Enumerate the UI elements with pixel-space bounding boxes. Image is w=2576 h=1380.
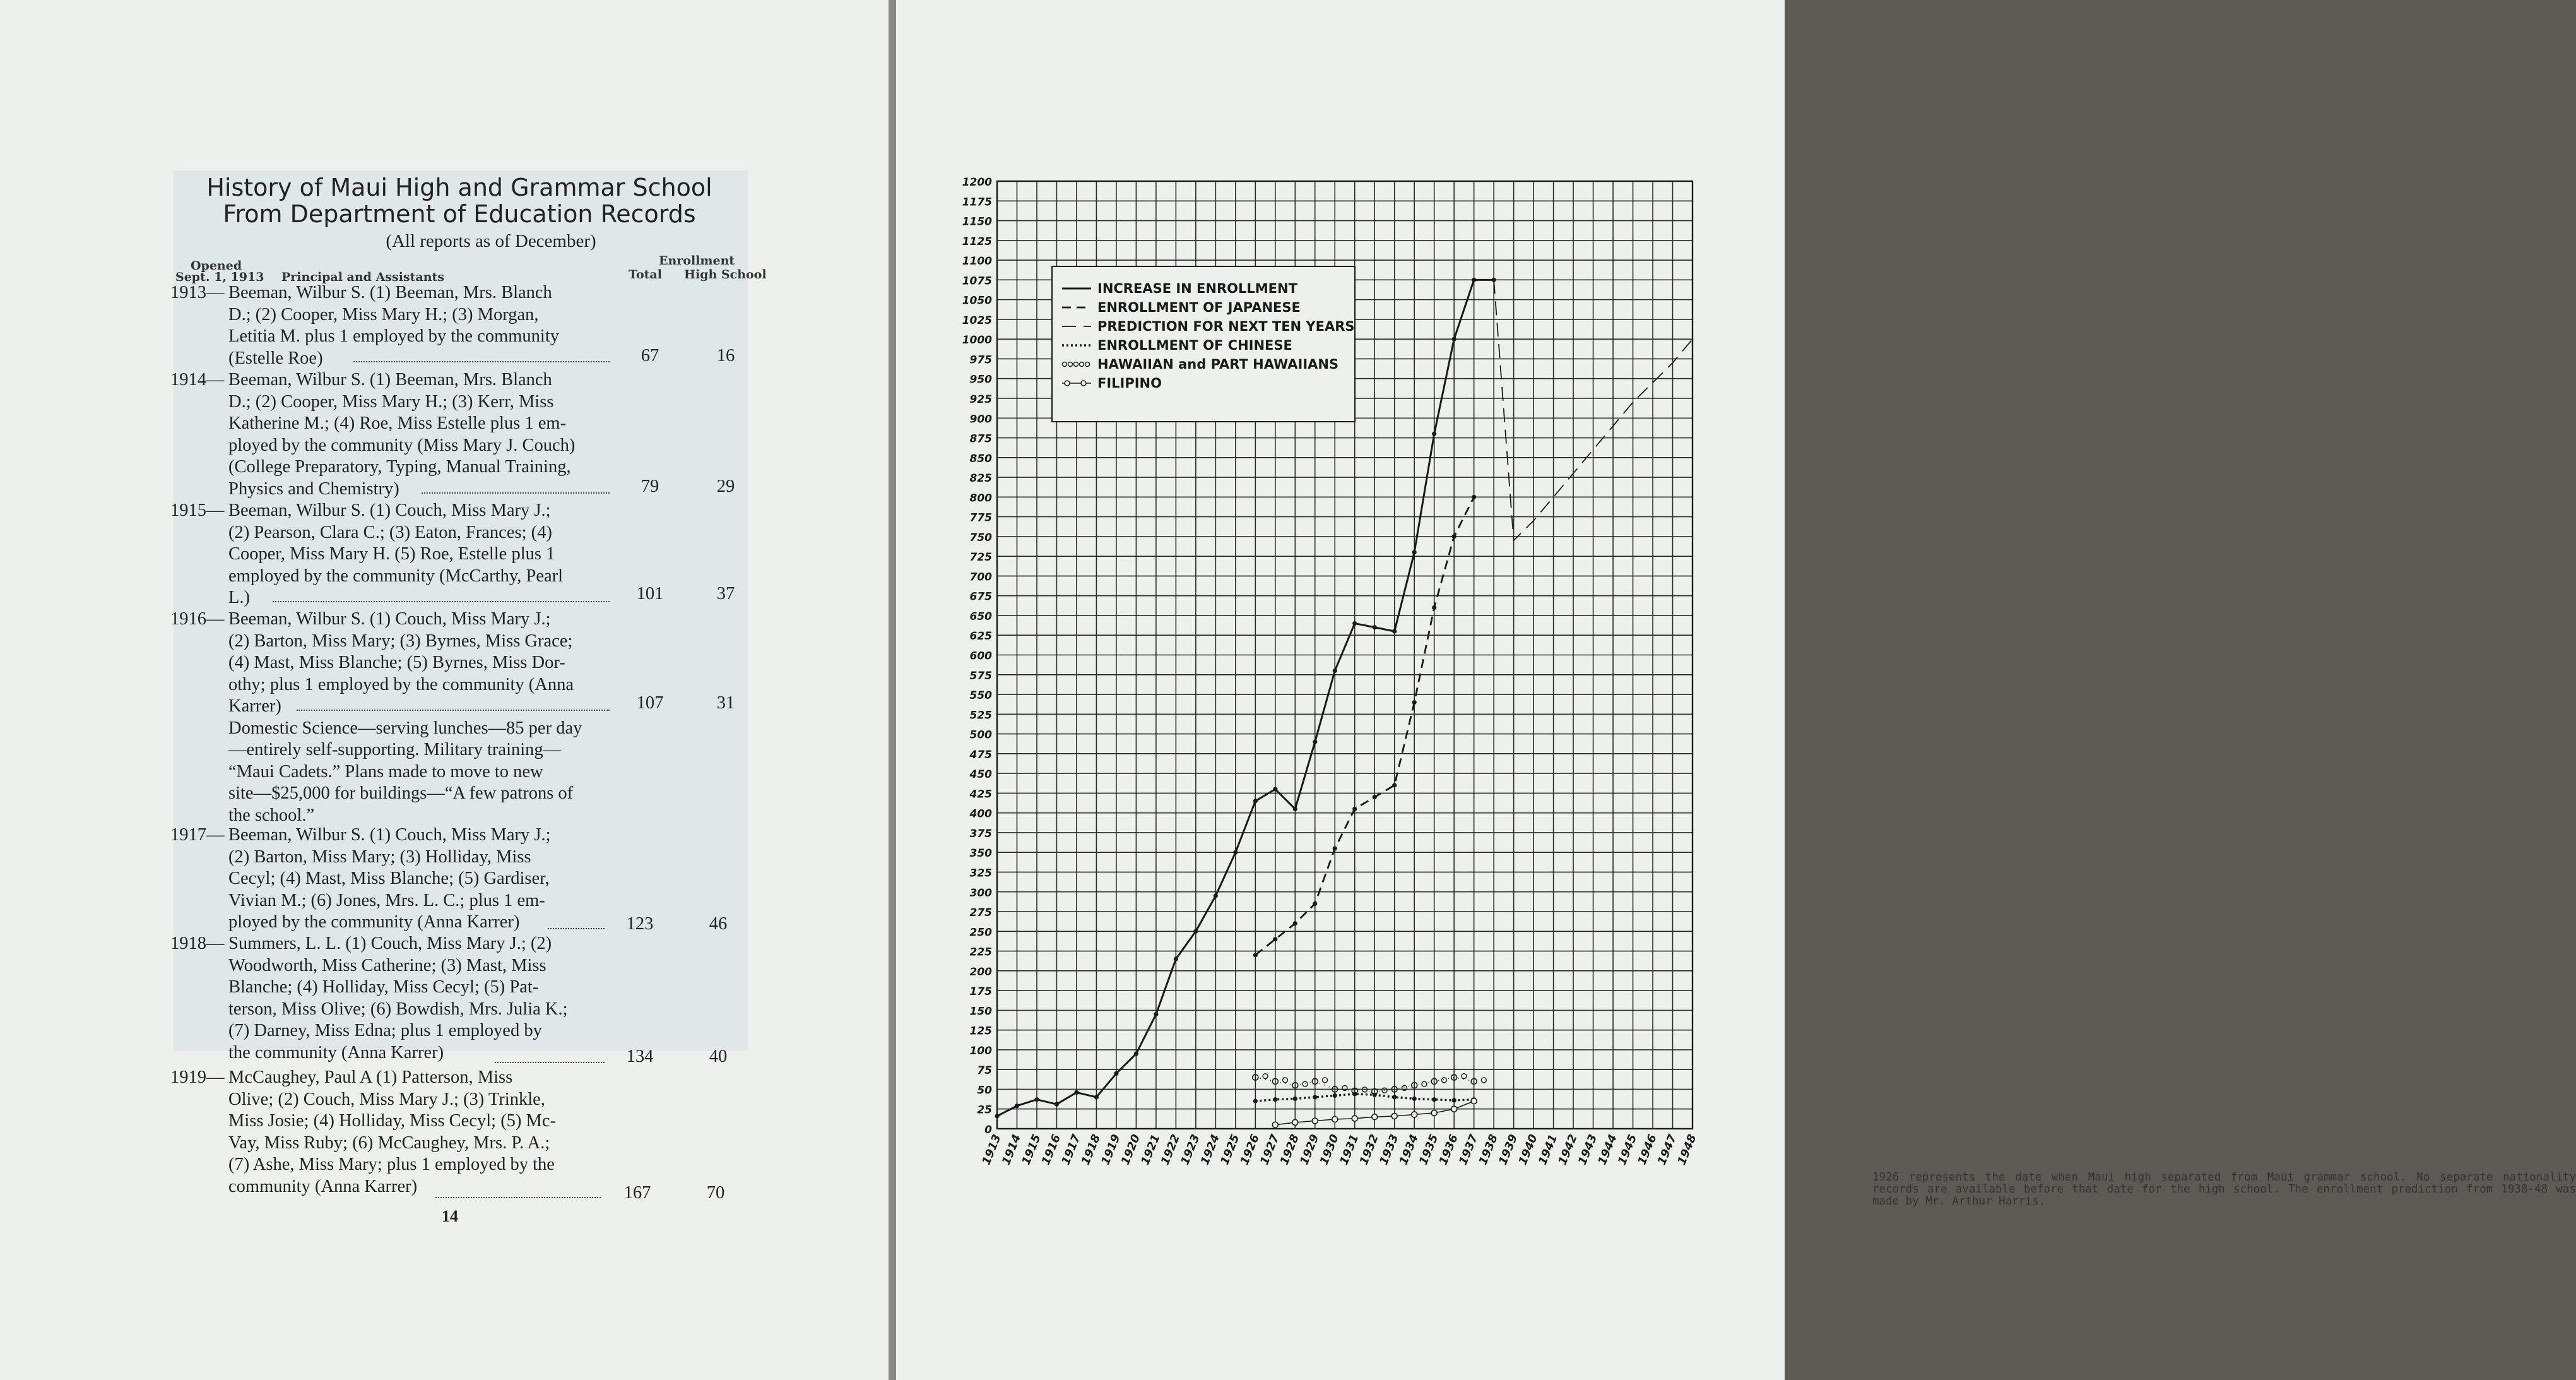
- data-point-marker: [1313, 901, 1317, 906]
- high-1916: 31: [716, 693, 735, 713]
- page-number: 14: [442, 1207, 458, 1225]
- data-point-marker: [1373, 625, 1377, 629]
- high-1917: 46: [709, 914, 728, 934]
- entry-line: Woodworth, Miss Catherine; (3) Mast, Miss: [228, 955, 547, 975]
- x-tick-label: 1948: [1675, 1133, 1699, 1167]
- total-1915: 101: [636, 584, 664, 604]
- entry-line: Physics and Chemistry): [228, 479, 399, 499]
- data-point-marker: [1034, 1097, 1039, 1102]
- data-point-marker: [1452, 1098, 1456, 1102]
- entry-line: Letitia M. plus 1 employed by the community: [228, 326, 560, 346]
- data-point-marker: [1373, 795, 1377, 799]
- entry-line: (7) Ashe, Miss Mary; plus 1 employed by the: [228, 1155, 555, 1174]
- total-1919: 167: [623, 1183, 651, 1203]
- data-point-marker: [1472, 495, 1476, 499]
- x-tick-label: 1929: [1297, 1133, 1322, 1167]
- y-tick-label: 1200: [962, 176, 992, 189]
- y-tick-label: 1075: [962, 275, 992, 288]
- y-tick-label: 425: [969, 788, 992, 801]
- x-tick-label: 1923: [1178, 1133, 1203, 1167]
- data-point-marker: [1392, 783, 1397, 787]
- entry-1913: [170, 282, 612, 369]
- x-tick-label: 1946: [1635, 1133, 1660, 1167]
- data-point-marker: [1462, 1074, 1467, 1079]
- entry-line: Cecyl; (4) Mast, Miss Blanche; (5) Gardiser,: [228, 869, 550, 888]
- entry-line: Karrer): [228, 696, 281, 716]
- x-tick-label: 1945: [1615, 1133, 1640, 1167]
- entry-line: Domestic Science—serving lunches—85 per day: [228, 718, 582, 738]
- legend-label: PREDICTION FOR NEXT TEN YEARS: [1097, 319, 1355, 334]
- data-point-marker: [1422, 1081, 1427, 1086]
- x-tick-label: 1925: [1218, 1133, 1243, 1167]
- header-opened: Opened: [191, 259, 242, 273]
- data-point-marker: [1352, 1115, 1357, 1121]
- data-point-marker: [1432, 432, 1436, 436]
- y-tick-label: 1125: [962, 235, 992, 248]
- y-tick-label: 650: [969, 610, 992, 623]
- data-point-marker: [1114, 1071, 1118, 1076]
- legend-marker: [1081, 381, 1086, 386]
- data-point-marker: [1313, 1095, 1317, 1099]
- data-point-marker: [1273, 1097, 1277, 1102]
- x-tick-label: 1940: [1516, 1133, 1540, 1167]
- entry-year: 1918—: [170, 934, 225, 953]
- x-tick-label: 1935: [1417, 1133, 1441, 1167]
- y-tick-label: 325: [969, 867, 992, 880]
- x-tick-label: 1942: [1556, 1133, 1580, 1167]
- y-tick-label: 525: [969, 709, 992, 722]
- y-tick-label: 250: [969, 926, 992, 939]
- data-point-marker: [1015, 1103, 1019, 1108]
- data-point-marker: [1352, 621, 1357, 626]
- data-point-marker: [1134, 1052, 1138, 1056]
- data-point-marker: [1412, 700, 1417, 705]
- page-title-line1: History of Maui High and Grammar School: [206, 174, 712, 201]
- entry-line: Katherine M.; (4) Roe, Miss Estelle plus 1 em-: [228, 413, 567, 433]
- y-tick-label: 150: [969, 1005, 992, 1018]
- entry-line: Beeman, Wilbur S. (1) Beeman, Mrs. Blanch: [228, 370, 552, 390]
- data-point-marker: [1333, 1093, 1337, 1098]
- data-point-marker: [1253, 1099, 1258, 1103]
- data-point-marker: [1342, 1085, 1347, 1090]
- entry-line: community (Anna Karrer): [228, 1176, 418, 1196]
- x-tick-label: 1934: [1397, 1133, 1421, 1167]
- y-tick-label: 925: [969, 393, 992, 406]
- data-point-marker: [1094, 1095, 1099, 1099]
- y-tick-label: 725: [969, 551, 992, 564]
- y-tick-label: 300: [969, 886, 992, 900]
- data-point-marker: [995, 1114, 999, 1118]
- y-tick-label: 700: [969, 571, 992, 584]
- x-tick-label: 1915: [1019, 1133, 1044, 1167]
- data-point-marker: [1492, 278, 1496, 282]
- entry-line: Beeman, Wilbur S. (1) Couch, Miss Mary J.;: [228, 501, 551, 520]
- data-point-marker: [1174, 956, 1178, 961]
- entry-line: —entirely self-supporting. Military training—: [228, 740, 562, 759]
- y-tick-label: 675: [969, 590, 992, 604]
- data-point-marker: [1382, 1088, 1387, 1093]
- y-tick-label: 375: [969, 827, 992, 840]
- data-point-marker: [1193, 929, 1198, 934]
- x-tick-label: 1931: [1337, 1133, 1362, 1167]
- data-point-marker: [1392, 629, 1397, 633]
- entry-line: (7) Darney, Miss Edna; plus 1 employed by: [228, 1021, 542, 1040]
- header-principal: Principal and Assistants: [281, 270, 444, 284]
- x-tick-label: 1944: [1595, 1133, 1620, 1167]
- y-tick-label: 50: [977, 1084, 992, 1097]
- y-tick-label: 1025: [962, 314, 992, 327]
- legend-label: HAWAIIAN and PART HAWAIIANS: [1097, 357, 1339, 372]
- entry-line: L.): [228, 588, 251, 607]
- entry-line: Vay, Miss Ruby; (6) McCaughey, Mrs. P. A.;: [228, 1133, 550, 1153]
- x-tick-label: 1914: [999, 1133, 1024, 1167]
- dot-leader: [435, 1197, 601, 1198]
- data-point-marker: [1451, 1106, 1457, 1112]
- x-tick-label: 1947: [1655, 1133, 1680, 1167]
- y-tick-label: 500: [969, 729, 992, 742]
- entry-line: othy; plus 1 employed by the community (Anna: [228, 674, 574, 694]
- data-point-marker: [1412, 1097, 1417, 1101]
- chart-legend: [1052, 266, 1355, 422]
- data-point-marker: [1333, 669, 1337, 673]
- y-tick-label: 225: [969, 946, 992, 959]
- entry-line: (2) Pearson, Clara C.; (3) Eaton, Frances; (4): [228, 522, 552, 542]
- entry-line: D.; (2) Cooper, Miss Mary H.; (3) Morgan,: [228, 304, 539, 324]
- entry-line: (Estelle Roe): [228, 348, 323, 368]
- x-tick-label: 1930: [1317, 1133, 1342, 1167]
- data-point-marker: [1412, 550, 1417, 554]
- entry-line: (4) Mast, Miss Blanche; (5) Byrnes, Miss Dor-: [228, 653, 565, 672]
- legend-label: FILIPINO: [1097, 376, 1162, 391]
- page-title-line2: From Department of Education Records: [223, 200, 696, 228]
- data-point-marker: [1253, 799, 1258, 803]
- entry-line: employed by the community (McCarthy, Pearl: [228, 566, 564, 586]
- y-tick-label: 1175: [962, 196, 992, 209]
- y-tick-label: 900: [969, 413, 992, 426]
- chart-footnote: 1926 represents the date when Maui high separated from Maui grammar school. No separate nationality records are available before that date for the high school. The enrollment prediction from 1938-48 was made by Mr. Arthur Harris.: [1872, 1171, 2576, 1208]
- y-tick-label: 825: [969, 472, 992, 485]
- x-tick-label: 1916: [1039, 1133, 1064, 1167]
- y-tick-label: 875: [969, 432, 992, 446]
- x-tick-label: 1932: [1357, 1133, 1381, 1167]
- data-point-marker: [1392, 1095, 1397, 1099]
- y-tick-label: 850: [969, 452, 992, 465]
- data-point-marker: [1432, 605, 1436, 610]
- dot-leader: [548, 928, 605, 929]
- entry-line: (2) Barton, Miss Mary; (3) Byrnes, Miss Grace;: [228, 631, 573, 651]
- x-tick-label: 1937: [1456, 1133, 1481, 1167]
- y-tick-label: 550: [969, 689, 992, 703]
- dot-leader: [495, 1062, 605, 1063]
- entry-line: Beeman, Wilbur S. (1) Couch, Miss Mary J.;: [228, 609, 551, 629]
- y-tick-label: 975: [969, 354, 992, 367]
- total-1913: 67: [641, 346, 659, 366]
- entry-1919: [170, 1067, 612, 1198]
- data-point-marker: [1303, 1081, 1308, 1086]
- enrollment-chart: [896, 0, 1785, 1380]
- book-gutter: [889, 0, 896, 1380]
- entry-1918: [170, 933, 612, 1064]
- y-tick-label: 25: [977, 1103, 992, 1117]
- total-1917: 123: [626, 914, 654, 934]
- series-line: [1255, 497, 1474, 955]
- entry-line: the school.”: [228, 805, 315, 825]
- data-point-marker: [1402, 1085, 1407, 1090]
- data-point-marker: [1481, 1078, 1486, 1083]
- entry-line: Olive; (2) Couch, Miss Mary J.; (3) Trinkle,: [228, 1089, 545, 1109]
- y-tick-label: 775: [969, 511, 992, 525]
- data-point-marker: [1154, 1012, 1158, 1016]
- data-point-marker: [1273, 937, 1277, 941]
- data-point-marker: [1233, 850, 1238, 855]
- legend-label: INCREASE IN ENROLLMENT: [1097, 281, 1297, 296]
- x-tick-label: 1918: [1078, 1133, 1104, 1167]
- y-tick-label: 800: [969, 492, 992, 505]
- entry-year: 1913—: [170, 283, 225, 302]
- data-point-marker: [1332, 1116, 1338, 1122]
- y-tick-label: 125: [969, 1025, 992, 1038]
- entry-1916: [170, 609, 612, 826]
- legend-label: ENROLLMENT OF CHINESE: [1097, 338, 1292, 353]
- data-point-marker: [1431, 1110, 1437, 1115]
- y-tick-label: 350: [969, 847, 992, 860]
- x-tick-label: 1939: [1496, 1133, 1521, 1167]
- y-tick-label: 950: [969, 373, 992, 386]
- entry-year: 1917—: [170, 825, 225, 845]
- data-point-marker: [1432, 1097, 1436, 1102]
- data-point-marker: [1293, 921, 1297, 925]
- y-tick-label: 275: [969, 907, 992, 920]
- y-tick-label: 0: [984, 1124, 992, 1136]
- x-tick-label: 1917: [1059, 1133, 1084, 1167]
- entry-line: Beeman, Wilbur S. (1) Couch, Miss Mary J.;: [228, 825, 551, 845]
- entry-line: the community (Anna Karrer): [228, 1042, 444, 1062]
- y-tick-label: 400: [969, 807, 992, 821]
- data-point-marker: [1283, 1078, 1288, 1083]
- entry-year: 1915—: [170, 501, 225, 520]
- y-tick-label: 100: [969, 1044, 992, 1057]
- x-tick-label: 1933: [1377, 1133, 1402, 1167]
- x-tick-label: 1913: [979, 1133, 1004, 1167]
- data-point-marker: [1292, 1119, 1298, 1125]
- entry-line: McCaughey, Paul A (1) Patterson, Miss: [228, 1068, 513, 1087]
- data-point-marker: [1452, 534, 1456, 538]
- header-enrollment: Enrollment: [659, 254, 735, 268]
- entry-line: Summers, L. L. (1) Couch, Miss Mary J.; (2): [228, 934, 552, 953]
- total-1916: 107: [636, 693, 664, 713]
- y-tick-label: 575: [969, 669, 992, 682]
- entry-line: ployed by the community (Anna Karrer): [228, 912, 520, 932]
- entry-year: 1919—: [170, 1068, 225, 1087]
- entry-line: “Maui Cadets.” Plans made to move to new: [228, 761, 543, 782]
- data-point-marker: [1452, 337, 1456, 342]
- header-total: Total: [629, 268, 662, 282]
- y-tick-label: 1100: [962, 255, 992, 268]
- entry-line: Miss Josie; (4) Holliday, Miss Cecyl; (5) Mc-: [228, 1111, 557, 1131]
- entry-line: Blanche; (4) Holliday, Miss Cecyl; (5) Pat-: [228, 977, 539, 997]
- series-line: [1255, 1094, 1474, 1101]
- y-tick-label: 750: [969, 531, 992, 544]
- data-point-marker: [1293, 1097, 1297, 1101]
- high-1919: 70: [706, 1183, 725, 1203]
- entry-year: 1916—: [170, 609, 225, 629]
- x-tick-label: 1922: [1158, 1133, 1183, 1167]
- legend-marker: [1065, 381, 1070, 386]
- page-subtitle: (All reports as of December): [386, 231, 596, 251]
- y-tick-label: 1050: [962, 294, 992, 307]
- entry-1915: [170, 500, 612, 609]
- entry-line: site—$25,000 for buildings—“A few patrons of: [228, 783, 574, 803]
- entry-line: (2) Barton, Miss Mary; (3) Holliday, Miss: [228, 847, 531, 867]
- right-page: [896, 0, 2576, 1380]
- x-tick-label: 1927: [1258, 1133, 1282, 1167]
- data-point-marker: [1312, 1118, 1318, 1124]
- data-point-marker: [1293, 807, 1297, 811]
- entry-line: (College Preparatory, Typing, Manual Training,: [228, 457, 571, 477]
- y-tick-label: 75: [977, 1064, 992, 1078]
- data-point-marker: [1313, 739, 1317, 744]
- y-tick-label: 475: [969, 748, 992, 761]
- data-point-marker: [1272, 1122, 1278, 1127]
- data-point-marker: [1253, 953, 1258, 957]
- entry-line: D.; (2) Cooper, Miss Mary H.; (3) Kerr, Miss: [228, 391, 554, 412]
- x-tick-label: 1919: [1099, 1133, 1123, 1167]
- data-point-marker: [1333, 846, 1337, 850]
- data-point-marker: [1352, 807, 1357, 811]
- left-page: [0, 0, 889, 1380]
- x-tick-label: 1943: [1575, 1133, 1600, 1167]
- dot-leader: [422, 492, 610, 494]
- y-tick-label: 625: [969, 630, 992, 643]
- legend-label: ENROLLMENT OF JAPANESE: [1097, 300, 1301, 315]
- entry-1914: [170, 369, 612, 500]
- y-tick-label: 175: [969, 985, 992, 999]
- data-point-marker: [1055, 1102, 1059, 1107]
- y-tick-label: 450: [969, 768, 992, 782]
- entry-line: terson, Miss Olive; (6) Bowdish, Mrs. Julia K.;: [228, 999, 568, 1019]
- y-tick-label: 200: [969, 965, 992, 978]
- high-1918: 40: [709, 1047, 728, 1066]
- x-tick-label: 1928: [1277, 1133, 1302, 1167]
- dot-leader: [297, 710, 610, 711]
- y-tick-label: 600: [969, 650, 992, 663]
- data-point-marker: [1273, 787, 1277, 792]
- data-point-marker: [1074, 1090, 1078, 1095]
- data-point-marker: [1391, 1113, 1397, 1119]
- x-tick-label: 1936: [1436, 1133, 1461, 1167]
- entry-1917: [170, 824, 612, 934]
- high-1914: 29: [716, 477, 735, 496]
- x-tick-label: 1941: [1535, 1133, 1561, 1167]
- header-high-school: High School: [684, 268, 767, 282]
- high-1913: 16: [716, 346, 735, 366]
- high-1915: 37: [716, 584, 735, 604]
- data-point-marker: [1372, 1114, 1378, 1120]
- entry-line: ployed by the community (Miss Mary J. Couch): [228, 435, 576, 455]
- data-point-marker: [1412, 1112, 1417, 1117]
- total-1918: 134: [626, 1047, 654, 1066]
- dot-leader: [273, 601, 610, 602]
- data-point-marker: [1214, 893, 1218, 898]
- entry-line: Cooper, Miss Mary H. (5) Roe, Estelle plus 1: [228, 544, 555, 564]
- x-tick-label: 1921: [1138, 1133, 1163, 1167]
- entry-line: Vivian M.; (6) Jones, Mrs. L. C.; plus 1 em-: [228, 890, 545, 910]
- total-1914: 79: [641, 477, 659, 496]
- data-point-marker: [1441, 1078, 1446, 1083]
- y-tick-label: 1000: [962, 334, 992, 347]
- dot-leader: [353, 361, 610, 362]
- data-point-marker: [1323, 1078, 1328, 1083]
- x-tick-label: 1924: [1198, 1133, 1222, 1167]
- x-tick-label: 1920: [1118, 1133, 1143, 1167]
- x-tick-label: 1926: [1238, 1133, 1262, 1167]
- y-tick-label: 1150: [962, 215, 992, 229]
- header-opened-date: Sept. 1, 1913: [175, 270, 264, 284]
- data-point-marker: [1472, 278, 1476, 282]
- entry-year: 1914—: [170, 370, 225, 390]
- data-point-marker: [1263, 1074, 1268, 1079]
- x-tick-label: 1938: [1476, 1133, 1501, 1167]
- entry-line: Beeman, Wilbur S. (1) Beeman, Mrs. Blanch: [228, 283, 552, 302]
- data-point-marker: [1471, 1098, 1477, 1104]
